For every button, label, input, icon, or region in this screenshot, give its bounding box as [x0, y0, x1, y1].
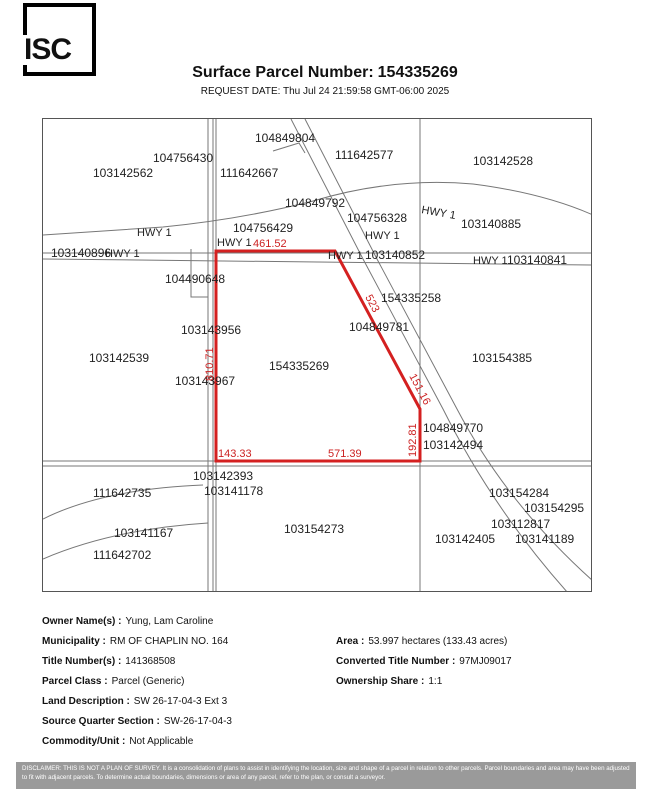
commodity-value: Not Applicable — [129, 736, 194, 747]
map-parcel-label[interactable]: 103154284 — [489, 486, 550, 500]
area-row — [336, 636, 507, 647]
map-parcel-label[interactable]: 103140885 — [461, 217, 522, 231]
parcel-labels — [51, 131, 584, 562]
map-parcel-label[interactable]: 104849770 — [423, 421, 484, 435]
map-parcel-label[interactable]: 111642702 — [93, 548, 152, 562]
parcel-class-value: Parcel (Generic) — [111, 676, 185, 687]
ownership-share-label: Ownership Share : — [336, 676, 425, 687]
map-parcel-label[interactable]: 103142562 — [93, 166, 154, 180]
dimension-label-bottom: 571.39 — [328, 448, 362, 460]
title-number-value: 141368508 — [125, 656, 176, 667]
municipality-value: RM OF CHAPLIN NO. 164 — [109, 636, 229, 647]
highway-label: HWY 1 — [217, 237, 252, 249]
converted-title-row — [336, 656, 512, 667]
map-parcel-label[interactable]: 103141189 — [515, 532, 575, 546]
area-label: Area : — [336, 636, 365, 647]
map-parcel-label[interactable]: 103140896 — [51, 246, 112, 260]
highway-label: HWY 1 — [105, 248, 140, 260]
map-parcel-label[interactable]: 103143967 — [175, 374, 236, 388]
map-parcel-label[interactable]: 103142494 — [423, 438, 484, 452]
map-parcel-label[interactable]: 103112817 — [491, 517, 551, 531]
map-parcel-label[interactable]: 111642735 — [93, 486, 152, 500]
parcel-class-row — [42, 676, 184, 687]
owner-row — [42, 616, 213, 627]
municipality-label: Municipality : — [42, 636, 106, 647]
map-parcel-label[interactable]: 104849804 — [255, 131, 316, 145]
map-parcel-label[interactable]: 103142393 — [193, 469, 254, 483]
municipality-row — [42, 636, 228, 647]
map-parcel-label[interactable]: 103143956 — [181, 323, 242, 337]
request-date: REQUEST DATE: Thu Jul 24 21:59:58 GMT-06:00 2025 — [200, 86, 450, 97]
dimension-label-right: 192.81 — [407, 423, 419, 457]
map-parcel-label[interactable]: 103140841 — [507, 253, 568, 267]
title-parcel-number: 154335269 — [377, 64, 458, 81]
dimension-label-bottom-left: 143.33 — [218, 448, 252, 460]
map-parcel-label[interactable]: 104756430 — [153, 151, 214, 165]
map-parcel-label[interactable]: 154335269 — [269, 359, 330, 373]
page-title — [0, 64, 650, 82]
land-description-value: SW 26-17-04-3 Ext 3 — [133, 696, 228, 707]
highway-label: HWY 1 — [328, 250, 363, 262]
title-label: Surface Parcel Number: — [192, 64, 374, 81]
highway-label: HWY 1 — [137, 227, 172, 239]
dimension-label-diagonal-lower: 151.16 — [406, 371, 433, 408]
ownership-share-value: 1:1 — [428, 676, 443, 687]
map-parcel-label[interactable]: 111642577 — [335, 148, 394, 162]
map-parcel-label[interactable]: 104756429 — [233, 221, 294, 235]
commodity-row — [42, 736, 193, 747]
map-parcel-label[interactable]: 103142405 — [435, 532, 496, 546]
map-parcel-label[interactable]: 104849781 — [349, 320, 410, 334]
map-parcel-label[interactable]: 103141167 — [114, 526, 174, 540]
disclaimer-banner: DISCLAIMER: THIS IS NOT A PLAN OF SURVEY. It is a consolidation of plans to assist in identifying the location, size and shape of a parcel in relation to other parcels. Parcel boundaries and area may have been adjusted to fit with adjacent parcels. To determine actual boundaries, dimensions or area of any parcel, refer to the plan, or consult a surveyor. — [16, 762, 636, 789]
map-parcel-label[interactable]: 103142539 — [89, 351, 150, 365]
map-parcel-label[interactable]: 103140852 — [365, 248, 426, 262]
highway-label: HWY 1 — [473, 255, 508, 267]
map-parcel-label[interactable]: 111642667 — [220, 166, 279, 180]
title-number-label: Title Number(s) : — [42, 656, 122, 667]
converted-title-label: Converted Title Number : — [336, 656, 456, 667]
logo-text: ISC — [24, 33, 72, 66]
dimension-label-diagonal: 523 — [362, 292, 382, 315]
map-parcel-label[interactable]: 103141178 — [204, 484, 264, 498]
owner-label: Owner Name(s) : — [42, 616, 122, 627]
map-parcel-label[interactable]: 103154385 — [472, 351, 533, 365]
converted-title-value: 97MJ09017 — [459, 656, 512, 667]
source-quarter-row — [42, 716, 232, 727]
map-parcel-label[interactable]: 103154273 — [284, 522, 345, 536]
dimension-labels — [204, 238, 433, 460]
parcel-class-label: Parcel Class : — [42, 676, 108, 687]
ownership-share-row — [336, 676, 442, 687]
highway-label: HWY 1 — [420, 204, 457, 222]
highway-label: HWY 1 — [365, 230, 400, 242]
map-parcel-label[interactable]: 154335258 — [381, 291, 442, 305]
owner-value: Yung, Lam Caroline — [125, 616, 214, 627]
map-parcel-label[interactable]: 103142528 — [473, 154, 534, 168]
dimension-label-left: 810.71 — [204, 347, 216, 381]
map-parcel-label[interactable]: 104490648 — [165, 272, 226, 286]
map-canvas — [43, 119, 592, 592]
map-parcel-label[interactable]: 104849792 — [285, 196, 346, 210]
map-parcel-label[interactable]: 103154295 — [524, 501, 585, 515]
area-value: 53.997 hectares (133.43 acres) — [368, 636, 508, 647]
land-description-row — [42, 696, 227, 707]
parcel-map[interactable] — [42, 118, 592, 592]
land-description-label: Land Description : — [42, 696, 130, 707]
map-parcel-label[interactable]: 104756328 — [347, 211, 408, 225]
source-quarter-value: SW-26-17-04-3 — [163, 716, 232, 727]
highway-labels — [105, 204, 508, 267]
source-quarter-label: Source Quarter Section : — [42, 716, 160, 727]
dimension-label-top: 461.52 — [253, 238, 287, 250]
title-number-row — [42, 656, 175, 667]
commodity-label: Commodity/Unit : — [42, 736, 126, 747]
